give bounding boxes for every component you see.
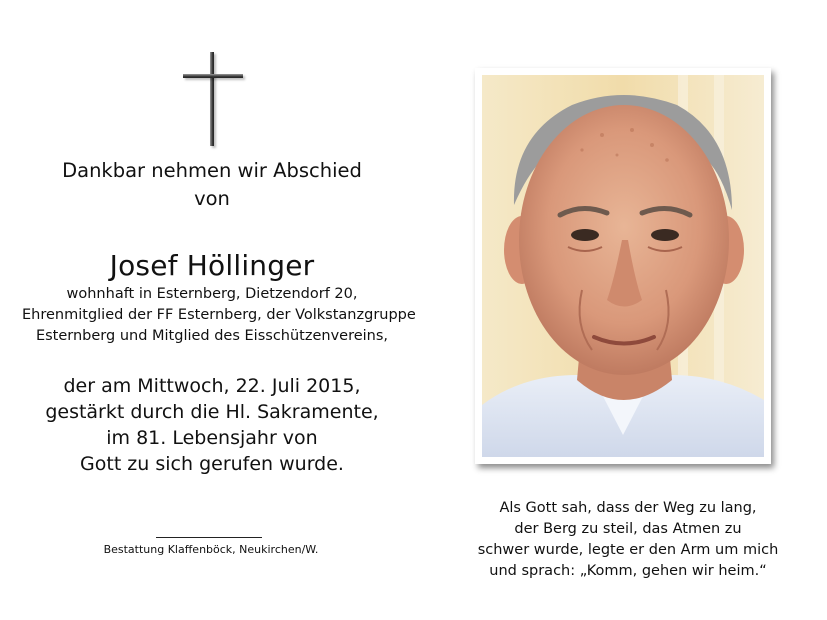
cross-icon	[183, 52, 243, 146]
deceased-name: Josef Höllinger	[109, 249, 315, 282]
death-line: der am Mittwoch, 22. Juli 2015,	[63, 375, 361, 397]
portrait-illustration	[482, 75, 764, 457]
divider-line	[156, 537, 262, 538]
details-line: Ehrenmitglied der FF Esternberg, der Volkstanzgruppe	[22, 307, 416, 323]
deceased-details	[22, 284, 416, 347]
poem-line: Als Gott sah, dass der Weg zu lang,	[499, 500, 757, 516]
funeral-home: Bestattung Klaffenböck, Neukirchen/W.	[103, 543, 319, 556]
portrait-photo	[482, 75, 764, 457]
farewell-heading-line: von	[194, 187, 230, 210]
memorial-poem	[470, 498, 786, 582]
death-line: gestärkt durch die Hl. Sakramente,	[45, 401, 379, 423]
death-notice	[40, 373, 384, 477]
details-line: wohnhaft in Esternberg, Dietzendorf 20,	[66, 286, 358, 302]
poem-line: schwer wurde, legte er den Arm um mich	[477, 542, 779, 558]
death-line: im 81. Lebensjahr von	[106, 427, 318, 449]
farewell-heading	[40, 157, 384, 213]
farewell-heading-line: Dankbar nehmen wir Abschied	[62, 159, 362, 182]
poem-line: der Berg zu steil, das Atmen zu	[514, 521, 742, 537]
portrait-frame	[475, 68, 771, 464]
death-line: Gott zu sich gerufen wurde.	[80, 453, 344, 475]
details-line: Esternberg und Mitglied des Eisschützenvereins,	[35, 328, 389, 344]
poem-line: und sprach: „Komm, gehen wir heim.“	[489, 563, 767, 579]
